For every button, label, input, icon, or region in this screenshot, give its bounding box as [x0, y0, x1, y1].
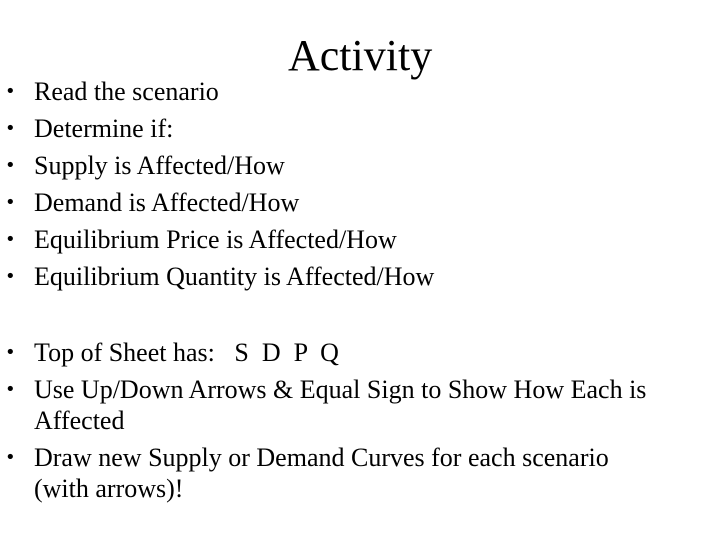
- list-item-text: Equilibrium Price is Affected/How: [34, 225, 397, 254]
- bullet-icon: •: [5, 155, 16, 176]
- list-item: [0, 73, 434, 110]
- bullet-icon: •: [5, 266, 16, 287]
- list-item: [0, 337, 654, 368]
- list-item: [0, 374, 654, 436]
- list-item: [0, 258, 434, 295]
- bullet-icon: •: [5, 192, 16, 213]
- list-item-text: Draw new Supply or Demand Curves for each scenario (with arrows)!: [34, 443, 616, 503]
- list-item: [0, 184, 434, 221]
- bullet-icon: •: [5, 447, 16, 468]
- bullet-icon: •: [5, 379, 16, 400]
- bullet-icon: •: [5, 342, 16, 363]
- list-item-text: Top of Sheet has: S D P Q: [34, 338, 339, 367]
- slide-title: Activity: [288, 31, 433, 80]
- list-item-text: Equilibrium Quantity is Affected/How: [34, 262, 435, 291]
- bullet-icon: •: [5, 229, 16, 250]
- list-item-text: Read the scenario: [34, 77, 219, 106]
- list-item: [0, 147, 434, 184]
- list-item-text: Use Up/Down Arrows & Equal Sign to Show How Each is Affected: [34, 375, 652, 435]
- list-item: [0, 442, 654, 504]
- bullet-icon: •: [5, 118, 16, 139]
- scenario-steps-list: [0, 73, 434, 295]
- list-item: [0, 110, 434, 147]
- list-item: [0, 221, 434, 258]
- bullet-icon: •: [5, 81, 16, 102]
- list-item-text: Supply is Affected/How: [34, 151, 285, 180]
- list-item-text: Demand is Affected/How: [34, 188, 300, 217]
- list-item-text: Determine if:: [34, 114, 174, 143]
- instructions-list: [0, 337, 654, 510]
